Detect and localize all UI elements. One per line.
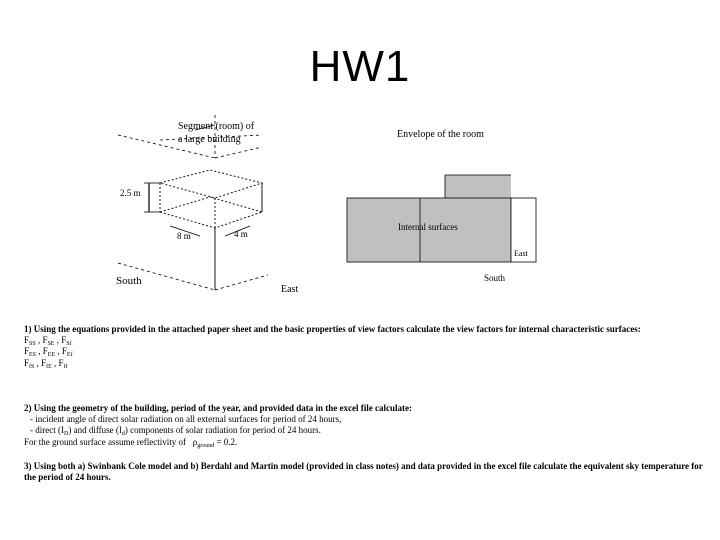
q1-row1: $F_{SS}$ , $F_{SE}$ , $F_{Sf}$	[24, 335, 72, 348]
internal-surfaces-label: Internal surfaces	[398, 222, 458, 232]
segment-label-line1: Segment (room) of	[178, 121, 255, 132]
width-label-4m: 4 m	[234, 229, 248, 239]
q2-item2: - direct $(I_D)$ and diffuse $(I_d)$ components of solar radiation for period of 24 hours.	[30, 425, 321, 438]
q2-ground: For the ground surface assume reflectivity of $\rho_{ground} = 0.2$.	[24, 436, 238, 449]
height-label: 2.5 m	[120, 188, 141, 198]
q2-item1: - incident angle of direct solar radiation on all external surfaces for period of 24 hours,	[30, 414, 342, 425]
segment-label-line2: a large building	[178, 134, 241, 145]
question-3	[24, 461, 714, 483]
east-label-left: East	[281, 284, 299, 295]
q2-intro: 2) Using the geometry of the building, period of the year, and provided data in the excel file calculate:	[24, 403, 412, 413]
south-label-right: South	[484, 273, 506, 283]
south-label-left: South	[116, 275, 142, 287]
east-label-right: East	[514, 249, 528, 258]
q1-row3: $F_{fS}$ , $F_{fE}$ , $F_{ff}$	[24, 357, 68, 370]
page-title: HW1	[309, 42, 411, 91]
q1-row2: $F_{ES}$ , $F_{EE}$ , $F_{Ef}$	[24, 346, 73, 359]
width-label-8m: 8 m	[177, 231, 191, 241]
question-2	[24, 403, 714, 448]
question-1	[24, 324, 714, 369]
room-envelope-diagram	[347, 175, 536, 262]
q3-text: 3) Using both a) Swinbank Cole model and b) Berdahl and Martin model (provided in class notes) and data provided in the excel file calculate the equivalent sky temperature for the period of 24 hours.	[24, 461, 703, 483]
envelope-label: Envelope of the room	[397, 129, 484, 140]
q1-text: 1) Using the equations provided in the attached paper sheet and the basic properties of view factors calculate the view factors for internal characteristic surfaces:	[24, 324, 641, 334]
